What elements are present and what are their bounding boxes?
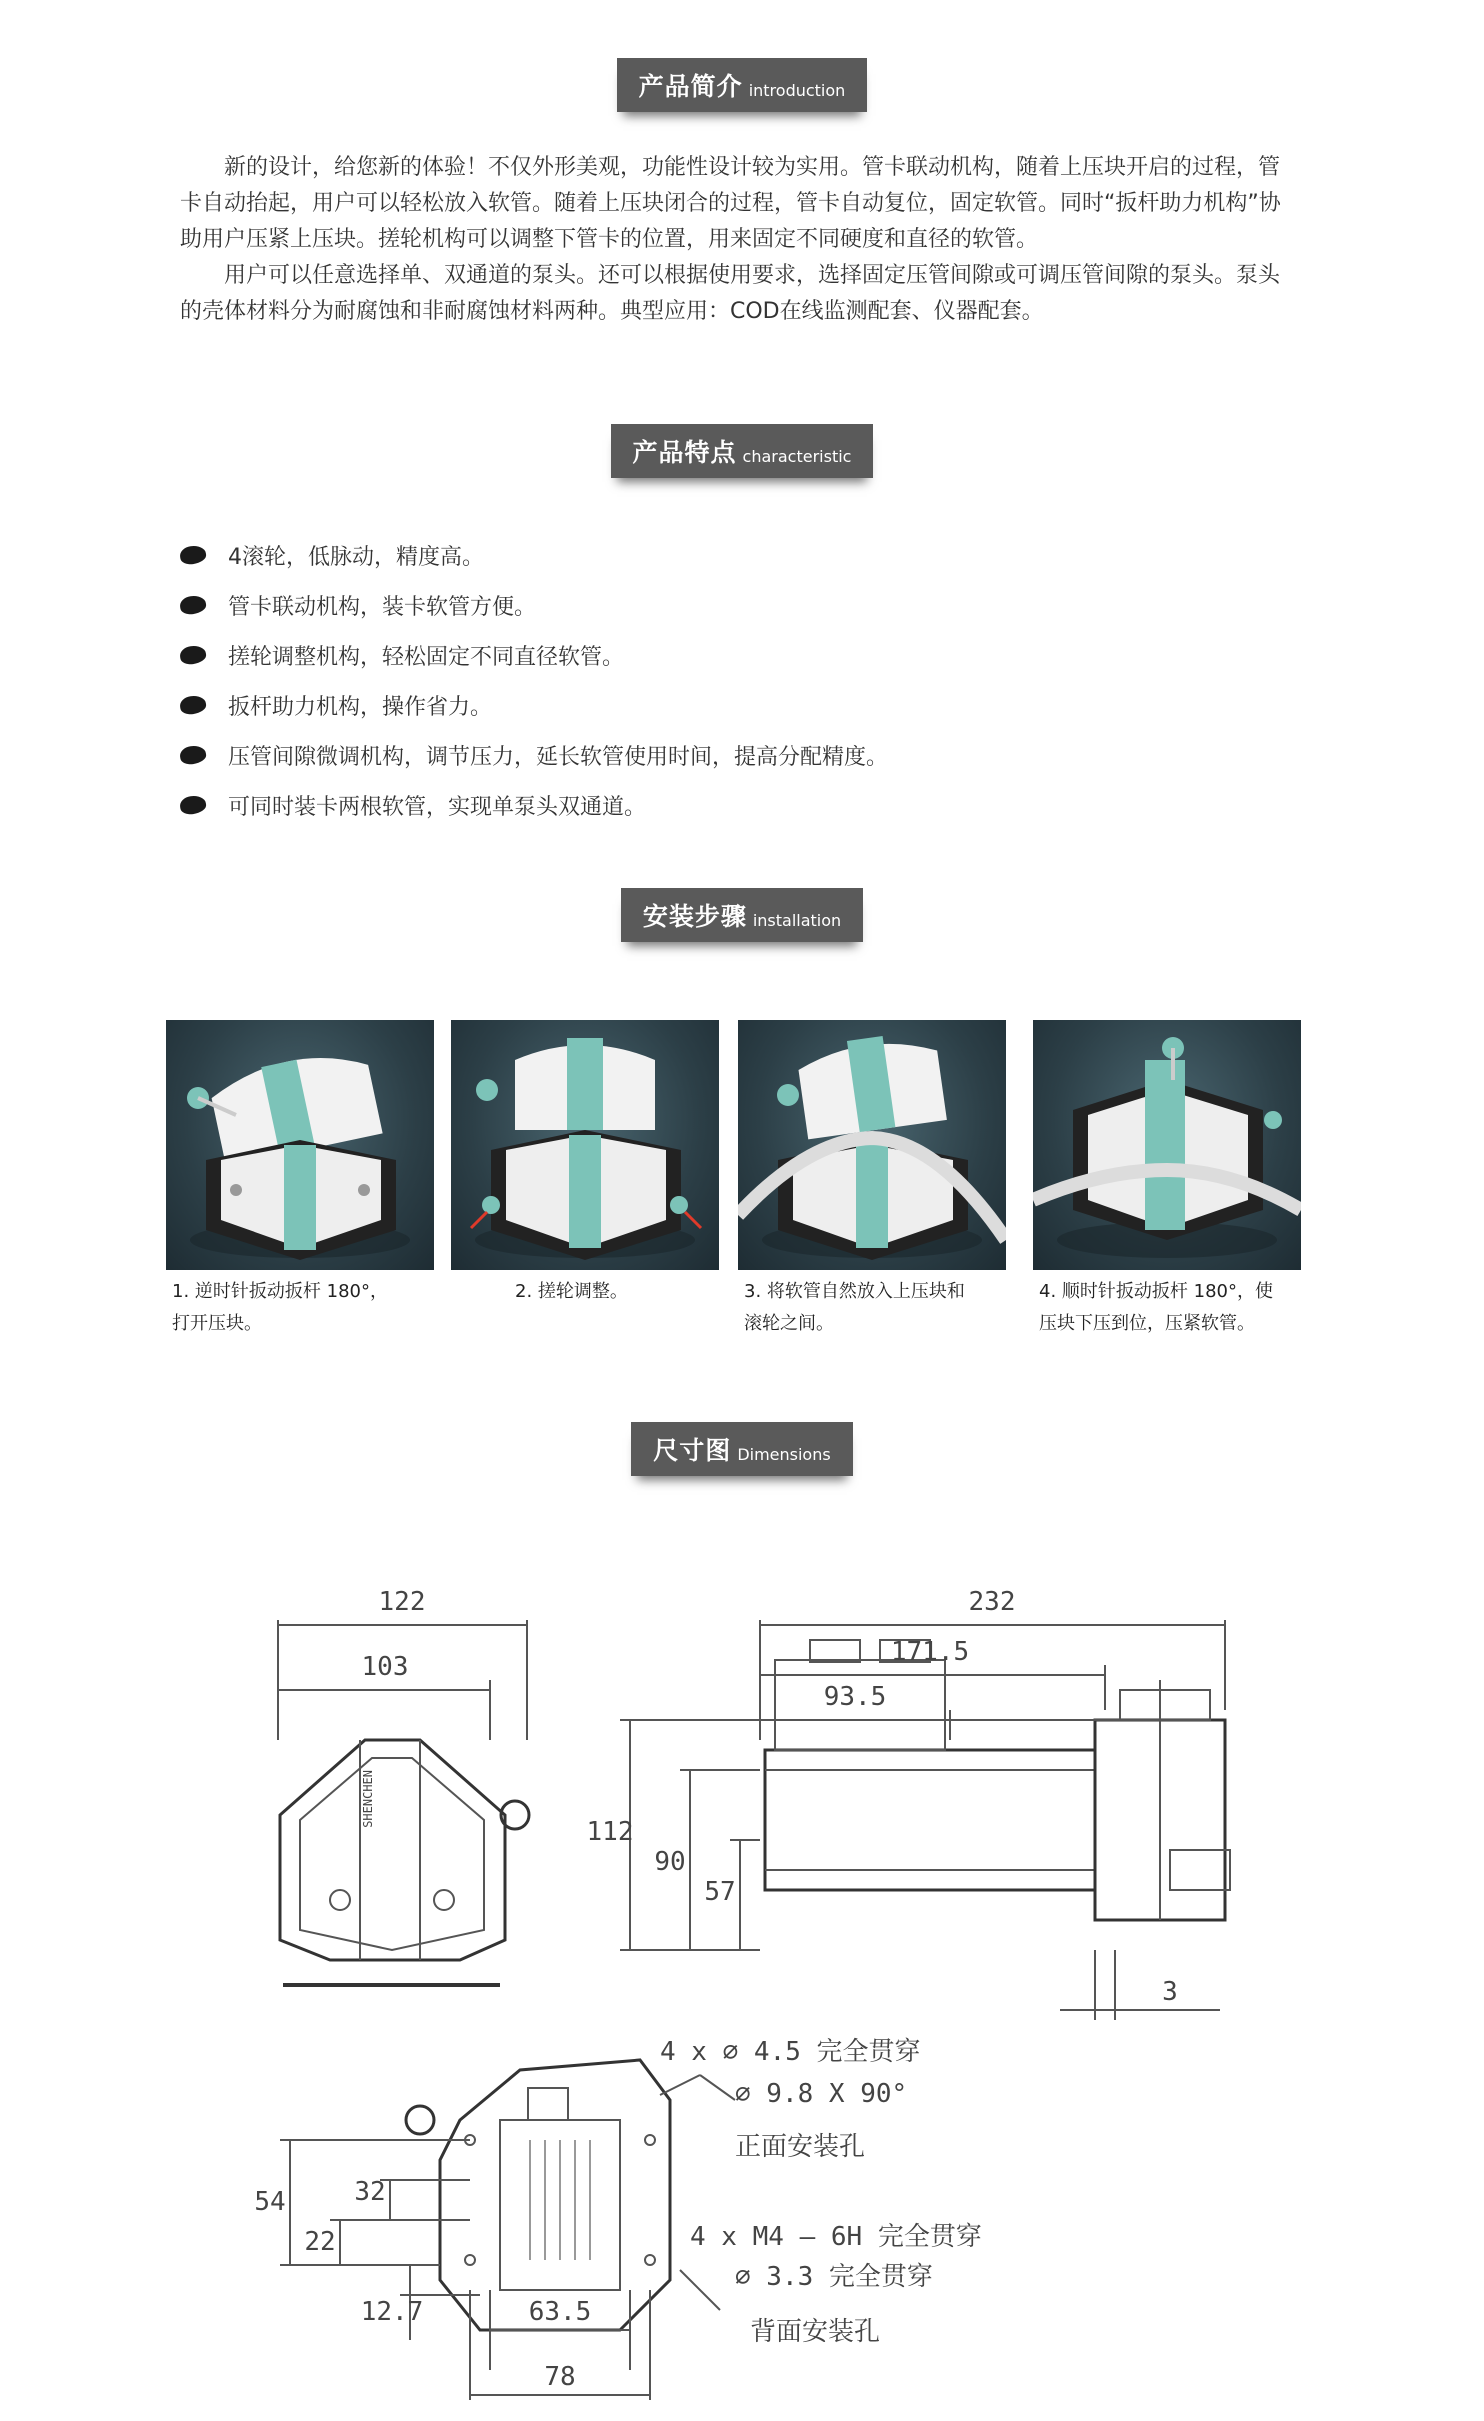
section-title-en: installation bbox=[752, 910, 842, 930]
step-caption bbox=[738, 1276, 1006, 1340]
dimension-drawing bbox=[0, 1540, 1484, 2400]
feature-item bbox=[180, 680, 888, 730]
feature-item bbox=[180, 580, 888, 630]
dim-bottom-12-7: 12.7 bbox=[360, 2297, 424, 2327]
section-title-en: characteristic bbox=[742, 446, 852, 466]
intro-paragraph: 新的设计，给您新的体验！不仅外形美观，功能性设计较为实用。管卡联动机构，随着上压块开启的过程，管卡自动抬起，用户可以轻松放入软管。随着上压块闭合的过程，管卡自动复位，固定软管。同时“扳杆助力机构”协助用户压紧上压块。搓轮机构可以调整下管卡的位置，用来固定不同硬度和直径的软管。 bbox=[180, 155, 1281, 252]
note-back-line3: 背面安装孔 bbox=[750, 2317, 881, 2347]
dim-bottom-32: 32 bbox=[354, 2177, 386, 2207]
feature-item bbox=[180, 730, 888, 780]
section-title-cn: 尺寸图 bbox=[653, 1436, 732, 1465]
install-step-4 bbox=[1033, 1020, 1301, 1340]
bullet-icon bbox=[179, 644, 207, 665]
pump-photo bbox=[166, 1020, 434, 1270]
bullet-icon bbox=[179, 594, 207, 615]
pump-photo bbox=[1033, 1020, 1301, 1270]
install-step-3 bbox=[738, 1020, 1006, 1340]
dim-side-short: 93.5 bbox=[823, 1682, 887, 1712]
section-title-intro bbox=[0, 58, 1484, 112]
caption-line: 打开压块。 bbox=[172, 1313, 262, 1334]
feature-item bbox=[180, 780, 888, 830]
section-title-en: Dimensions bbox=[737, 1444, 831, 1464]
feature-text: 压管间隙微调机构，调节压力，延长软管使用时间，提高分配精度。 bbox=[228, 744, 889, 770]
caption-line: 滚轮之间。 bbox=[744, 1313, 834, 1334]
dim-height-57: 57 bbox=[704, 1877, 736, 1907]
step-caption bbox=[1033, 1276, 1301, 1340]
dim-bottom-78: 78 bbox=[544, 2362, 576, 2392]
bullet-icon bbox=[179, 544, 207, 565]
dim-height-total: 112 bbox=[586, 1817, 634, 1847]
step-caption bbox=[451, 1276, 719, 1308]
dim-side-total: 232 bbox=[968, 1587, 1016, 1617]
dim-side-mid: 171.5 bbox=[890, 1637, 970, 1667]
caption-line: 1. 逆时针扳动扳杆 180°， bbox=[172, 1281, 388, 1302]
bullet-icon bbox=[179, 794, 207, 815]
brand-logo: SHENCHEN bbox=[361, 1770, 375, 1828]
caption-line: 4. 顺时针扳动扳杆 180°，使 bbox=[1039, 1281, 1273, 1302]
bullet-icon bbox=[179, 694, 207, 715]
install-step-2 bbox=[451, 1020, 719, 1308]
dim-front-inner: 103 bbox=[361, 1652, 409, 1682]
feature-item bbox=[180, 630, 888, 680]
caption-line: 压块下压到位，压紧软管。 bbox=[1039, 1313, 1255, 1334]
feature-text: 管卡联动机构，装卡软管方便。 bbox=[228, 594, 537, 620]
feature-text: 扳杆助力机构，操作省力。 bbox=[228, 694, 493, 720]
install-step-1 bbox=[166, 1020, 434, 1340]
caption-line: 3. 将软管自然放入上压块和 bbox=[744, 1281, 965, 1302]
dim-height-90: 90 bbox=[654, 1847, 686, 1877]
note-front-line3: 正面安装孔 bbox=[735, 2132, 866, 2162]
dim-bottom-63-5: 63.5 bbox=[528, 2297, 592, 2327]
intro-text bbox=[180, 150, 1300, 330]
feature-list bbox=[180, 530, 888, 830]
caption-line: 2. 搓轮调整。 bbox=[515, 1281, 628, 1302]
note-front-line2: ∅ 9.8 X 90° bbox=[735, 2079, 908, 2109]
dim-front-width: 122 bbox=[378, 1587, 426, 1617]
intro-paragraph: 用户可以任意选择单、双通道的泵头。还可以根据使用要求，选择固定压管间隙或可调压管间隙的泵头。泵头的壳体材料分为耐腐蚀和非耐腐蚀材料两种。典型应用：COD在线监测配套、仪器配套。 bbox=[180, 263, 1281, 324]
pump-photo bbox=[738, 1020, 1006, 1270]
feature-text: 搓轮调整机构，轻松固定不同直径软管。 bbox=[228, 644, 625, 670]
section-title-cn: 安装步骤 bbox=[642, 902, 747, 931]
note-back-line1: 4 x M4 — 6H 完全贯穿 bbox=[690, 2222, 982, 2252]
section-title-features bbox=[0, 424, 1484, 478]
section-title-dims bbox=[0, 1422, 1484, 1476]
dim-bottom-54: 54 bbox=[254, 2187, 286, 2217]
section-title-cn: 产品特点 bbox=[632, 438, 737, 467]
section-title-install bbox=[0, 888, 1484, 942]
note-front-line1: 4 x ∅ 4.5 完全贯穿 bbox=[660, 2037, 921, 2067]
feature-text: 可同时装卡两根软管，实现单泵头双通道。 bbox=[228, 794, 647, 820]
feature-item bbox=[180, 530, 888, 580]
pump-photo bbox=[451, 1020, 719, 1270]
feature-text: 4滚轮，低脉动，精度高。 bbox=[228, 544, 484, 570]
dim-bottom-22: 22 bbox=[304, 2227, 336, 2257]
section-title-en: introduction bbox=[748, 80, 846, 100]
bullet-icon bbox=[179, 744, 207, 765]
section-title-cn: 产品简介 bbox=[638, 72, 743, 101]
step-caption bbox=[166, 1276, 434, 1340]
note-back-line2: ∅ 3.3 完全贯穿 bbox=[735, 2262, 933, 2292]
dim-offset-3: 3 bbox=[1162, 1977, 1178, 2007]
